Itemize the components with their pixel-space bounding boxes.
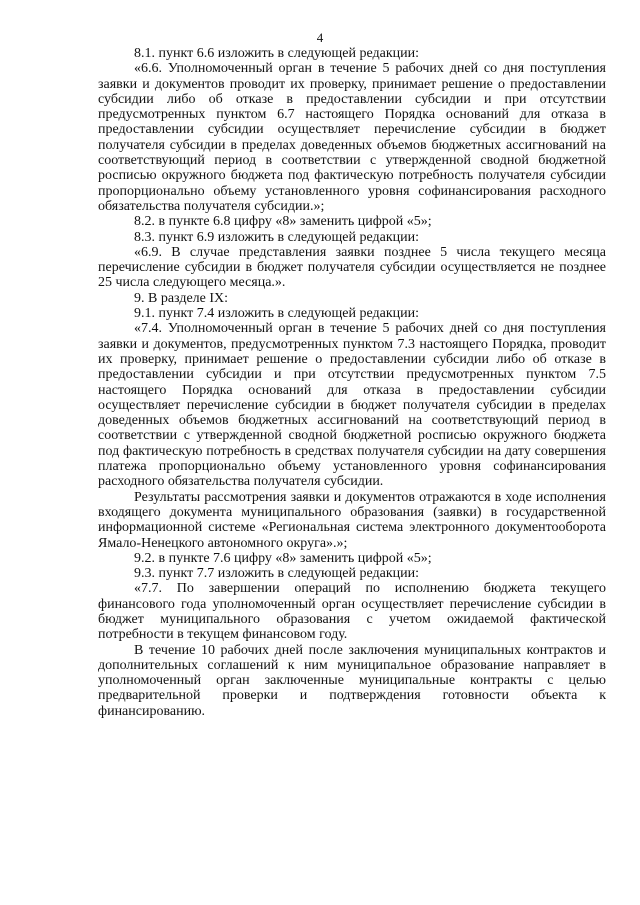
paragraph: «7.4. Уполномоченный орган в течение 5 рабочих дней со дня поступления заявки и документов, предусмотренных пунктом 7.3 настоящего Порядка, проводит их проверку, принимает решение о предоставлении субсидии либо об отказе в предоставлении субсидии и при отсутствии предусмотренных пунктом 7.5 настоящего Порядка оснований для отказа в предоставлении субсидии осуществляет перечисление субсидии в бюджет получателя субсидии в пределах доведенных объемов бюджетных ассигнований на соответствующий период в соответствии с утвержденной сводной бюджетной росписью окружного бюджета под фактическую потребность в средствах получателя субсидии на дату совершения платежа пропорционально объему установленного уровня софинансирования расходного обязательства получателя субсидии. bbox=[98, 321, 606, 490]
document-body bbox=[98, 46, 606, 719]
paragraph: 8.1. пункт 6.6 изложить в следующей редакции: bbox=[134, 46, 419, 61]
paragraph: 9. В разделе IX: bbox=[134, 290, 229, 306]
paragraph: В течение 10 рабочих дней после заключения муниципальных контрактов и дополнительных соглашений к ним муниципальное образование направляет в уполномоченный орган заключенные муниципальные контракты с целью предварительной проверки и подтверждения готовности объекта к финансированию. bbox=[98, 642, 606, 719]
paragraph: «6.6. Уполномоченный орган в течение 5 рабочих дней со дня поступления заявки и документов проводит их проверку, принимает решение о предоставлении субсидии либо об отказе в предоставлении субсидии и при отсутствии предусмотренных пунктом 6.7 настоящего Порядка оснований для отказа в предоставлении субсидии осуществляет перечисление субсидии в бюджет получателя субсидии в пределах доведенных объемов бюджетных ассигнований на соответствующий период в соответствии с утвержденной сводной бюджетной росписью окружного бюджета под фактическую потребность получателя субсидии пропорционально объему установленного уровня софинансирования расходного обязательства получателя субсидии.»; bbox=[98, 61, 606, 214]
paragraph: Результаты рассмотрения заявки и документов отражаются в ходе исполнения входящего документа муниципального образования (заявки) в государственной информационной системе «Региональная система электронного документооборота Ямало-Ненецкого автономного округа».»; bbox=[98, 489, 606, 551]
paragraph: «6.9. В случае представления заявки позднее 5 числа текущего месяца перечисление субсидии в бюджет получателя субсидии осуществляется не позднее 25 числа следующего месяца.». bbox=[98, 244, 606, 291]
paragraph: «7.7. По завершении операций по исполнению бюджета текущего финансового года уполномоченный орган осуществляет перечисление субсидии в бюджет муниципального образования с учетом ожидаемой фактической потребности в текущем финансовом году. bbox=[98, 581, 606, 643]
paragraph: 8.3. пункт 6.9 изложить в следующей редакции: bbox=[134, 229, 419, 245]
page-number: 4 bbox=[316, 30, 324, 45]
paragraph: 9.2. в пункте 7.6 цифру «8» заменить цифрой «5»; bbox=[134, 550, 432, 566]
paragraph: 8.2. в пункте 6.8 цифру «8» заменить цифрой «5»; bbox=[134, 214, 432, 230]
paragraph: 9.1. пункт 7.4 изложить в следующей редакции: bbox=[134, 306, 419, 322]
paragraph: 9.3. пункт 7.7 изложить в следующей редакции: bbox=[134, 566, 419, 582]
